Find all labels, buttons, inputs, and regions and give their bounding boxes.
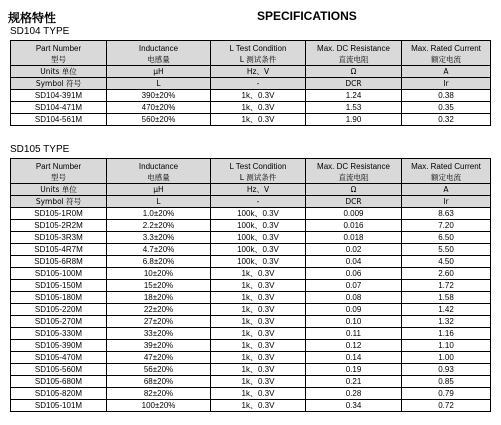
units-row-cell: Units 单位 [11,184,107,196]
table-row-cell: 1.42 [402,304,491,316]
table-row [11,316,491,328]
page-title: SPECIFICATIONS [257,9,357,23]
units-row-cell: μH [107,66,211,78]
header-row-en-cell: Inductance [107,159,211,174]
table-row-cell: 15±20% [107,280,211,292]
header-row-cn-cell: 直流电阻 [306,173,402,184]
table-row-cell: 1k、0.3V [211,388,306,400]
table-row-cell: 1k、0.3V [211,352,306,364]
table-row-cell: 0.38 [402,90,491,102]
header-row-en-cell: Max. DC Resistance [306,41,402,56]
table-row-cell: 82±20% [107,388,211,400]
table-row-cell: SD105-680M [11,376,107,388]
table-row-cell: SD105-470M [11,352,107,364]
header-row-en [11,159,491,174]
table-row-cell: SD105-820M [11,388,107,400]
table-row [11,114,491,126]
table-row [11,352,491,364]
table-row-cell: SD104-561M [11,114,107,126]
header-row-en-cell: Max. Rated Current [402,41,491,56]
table-row-cell: SD105-1R0M [11,208,107,220]
table-row-cell: 8.63 [402,208,491,220]
table-row-cell: 1k、0.3V [211,280,306,292]
table-row-cell: 27±20% [107,316,211,328]
table-row-cell: 0.19 [306,364,402,376]
table-row-cell: 1k、0.3V [211,304,306,316]
table-row-cell: 1.90 [306,114,402,126]
table-row-cell: 68±20% [107,376,211,388]
table-row-cell: SD105-2R2M [11,220,107,232]
table-row-cell: 0.72 [402,400,491,412]
symbol-row-cell: - [211,78,306,90]
table-row-cell: 1k、0.3V [211,376,306,388]
table-row [11,208,491,220]
table-row-cell: 56±20% [107,364,211,376]
table-row-cell: 0.018 [306,232,402,244]
table-row-cell: 1.16 [402,328,491,340]
sd105-spec-table [10,158,491,412]
table-row-cell: 0.93 [402,364,491,376]
table-row-cell: 0.016 [306,220,402,232]
sd104-type-label: SD104 TYPE [10,26,70,37]
header-row-cn-cell: 型号 [11,173,107,184]
table-row-cell: 0.28 [306,388,402,400]
table-row-cell: 0.009 [306,208,402,220]
header-row-en [11,41,491,56]
table-row-cell: SD105-6R8M [11,256,107,268]
table-row-cell: 390±20% [107,90,211,102]
table-row-cell: SD105-150M [11,280,107,292]
header-row-en-cell: Part Number [11,159,107,174]
table-row-cell: 0.08 [306,292,402,304]
sd104-spec-table [10,40,491,126]
table-row-cell: 1k、0.3V [211,316,306,328]
table-row-cell: SD105-390M [11,340,107,352]
table-row-cell: 100k、0.3V [211,244,306,256]
symbol-row-cell: L [107,196,211,208]
table-row-cell: SD105-220M [11,304,107,316]
table-row [11,340,491,352]
header-row-en-cell: L Test Condition [211,159,306,174]
table-row-cell: 560±20% [107,114,211,126]
header-row-en-cell: Max. DC Resistance [306,159,402,174]
table-row-cell: 1k、0.3V [211,328,306,340]
table-row-cell: 1k、0.3V [211,114,306,126]
table-row [11,388,491,400]
table-row-cell: SD105-180M [11,292,107,304]
table-row [11,292,491,304]
table-row-cell: SD105-101M [11,400,107,412]
units-row [11,184,491,196]
table-row-cell: 0.14 [306,352,402,364]
table-row-cell: 1k、0.3V [211,292,306,304]
table-row-cell: 4.50 [402,256,491,268]
table-row-cell: 0.11 [306,328,402,340]
table-row [11,268,491,280]
table-row-cell: 6.50 [402,232,491,244]
table-row [11,376,491,388]
sd105-type-label: SD105 TYPE [10,144,70,155]
table-row-cell: SD105-270M [11,316,107,328]
table-row-cell: SD105-100M [11,268,107,280]
symbol-row-cell: Symbol 符号 [11,78,107,90]
table-row-cell: SD105-330M [11,328,107,340]
units-row-cell: A [402,66,491,78]
table-row-cell: 1.53 [306,102,402,114]
header-row-cn-cell: 额定电流 [402,173,491,184]
table-row-cell: 100k、0.3V [211,232,306,244]
table-row [11,90,491,102]
table-row-cell: SD105-3R3M [11,232,107,244]
table-row-cell: 1k、0.3V [211,268,306,280]
table-row-cell: 1k、0.3V [211,102,306,114]
table-row-cell: 1.0±20% [107,208,211,220]
symbol-row [11,78,491,90]
header-row-cn-cell: 型号 [11,55,107,66]
table-row-cell: 22±20% [107,304,211,316]
table-row-cell: SD104-471M [11,102,107,114]
table-row-cell: 0.35 [402,102,491,114]
table-row-cell: 2.60 [402,268,491,280]
symbol-row-cell: DCR [306,196,402,208]
table-row-cell: 0.12 [306,340,402,352]
table-row-cell: 0.32 [402,114,491,126]
table-row-cell: 1k、0.3V [211,364,306,376]
table-row-cell: 1k、0.3V [211,340,306,352]
table-row-cell: 470±20% [107,102,211,114]
table-row-cell: 0.21 [306,376,402,388]
header-row-en-cell: Inductance [107,41,211,56]
table-row [11,220,491,232]
table-row-cell: 1.58 [402,292,491,304]
table-row-cell: 1.32 [402,316,491,328]
table-row-cell: SD105-560M [11,364,107,376]
table-row [11,280,491,292]
table-row-cell: 0.34 [306,400,402,412]
table-row-cell: 1.00 [402,352,491,364]
table-row-cell: 100k、0.3V [211,256,306,268]
table-row-cell: 0.04 [306,256,402,268]
header-row-en-cell: Part Number [11,41,107,56]
header-row-en-cell: L Test Condition [211,41,306,56]
table-row-cell: 100±20% [107,400,211,412]
table-row [11,364,491,376]
header-row-en-cell: Max. Rated Current [402,159,491,174]
table-row-cell: 0.07 [306,280,402,292]
table-row [11,256,491,268]
symbol-row-cell: Symbol 符号 [11,196,107,208]
table-row-cell: 5.50 [402,244,491,256]
units-row-cell: μH [107,184,211,196]
table-row-cell: 18±20% [107,292,211,304]
table-row-cell: 4.7±20% [107,244,211,256]
table-row-cell: 39±20% [107,340,211,352]
table-row-cell: 7.20 [402,220,491,232]
table-row [11,400,491,412]
header-row-cn [11,55,491,66]
header-row-cn-cell: L 测试条件 [211,55,306,66]
table-row-cell: 1k、0.3V [211,90,306,102]
units-row-cell: Units 单位 [11,66,107,78]
units-row [11,66,491,78]
table-row-cell: SD105-4R7M [11,244,107,256]
units-row-cell: A [402,184,491,196]
table-row-cell: 0.79 [402,388,491,400]
table-row-cell: 1.24 [306,90,402,102]
table-row-cell: 3.3±20% [107,232,211,244]
symbol-row-cell: - [211,196,306,208]
table-row-cell: 0.85 [402,376,491,388]
table-row-cell: 0.06 [306,268,402,280]
units-row-cell: Ω [306,184,402,196]
table-row-cell: 47±20% [107,352,211,364]
table-row-cell: 0.10 [306,316,402,328]
table-row-cell: 33±20% [107,328,211,340]
header-row-cn-cell: 电感量 [107,173,211,184]
table-row-cell: 100k、0.3V [211,208,306,220]
table-row-cell: SD104-391M [11,90,107,102]
symbol-row [11,196,491,208]
table-row-cell: 1.72 [402,280,491,292]
symbol-row-cell: DCR [306,78,402,90]
table-row-cell: 0.02 [306,244,402,256]
table-row-cell: 2.2±20% [107,220,211,232]
units-row-cell: Hz、V [211,66,306,78]
symbol-row-cell: Ir [402,78,491,90]
table-row [11,244,491,256]
table-row-cell: 0.09 [306,304,402,316]
table-row-cell: 100k、0.3V [211,220,306,232]
header-row-cn-cell: 电感量 [107,55,211,66]
table-row-cell: 1.10 [402,340,491,352]
table-row [11,102,491,114]
symbol-row-cell: L [107,78,211,90]
symbol-row-cell: Ir [402,196,491,208]
table-row [11,232,491,244]
header-row-cn-cell: 直流电阻 [306,55,402,66]
table-row-cell: 10±20% [107,268,211,280]
units-row-cell: Hz、V [211,184,306,196]
page-title-cn: 规格特性 [8,11,57,25]
table-row [11,304,491,316]
header-row-cn-cell: L 测试条件 [211,173,306,184]
table-row-cell: 1k、0.3V [211,400,306,412]
header-row-cn [11,173,491,184]
table-row-cell: 6.8±20% [107,256,211,268]
header-row-cn-cell: 额定电流 [402,55,491,66]
units-row-cell: Ω [306,66,402,78]
table-row [11,328,491,340]
